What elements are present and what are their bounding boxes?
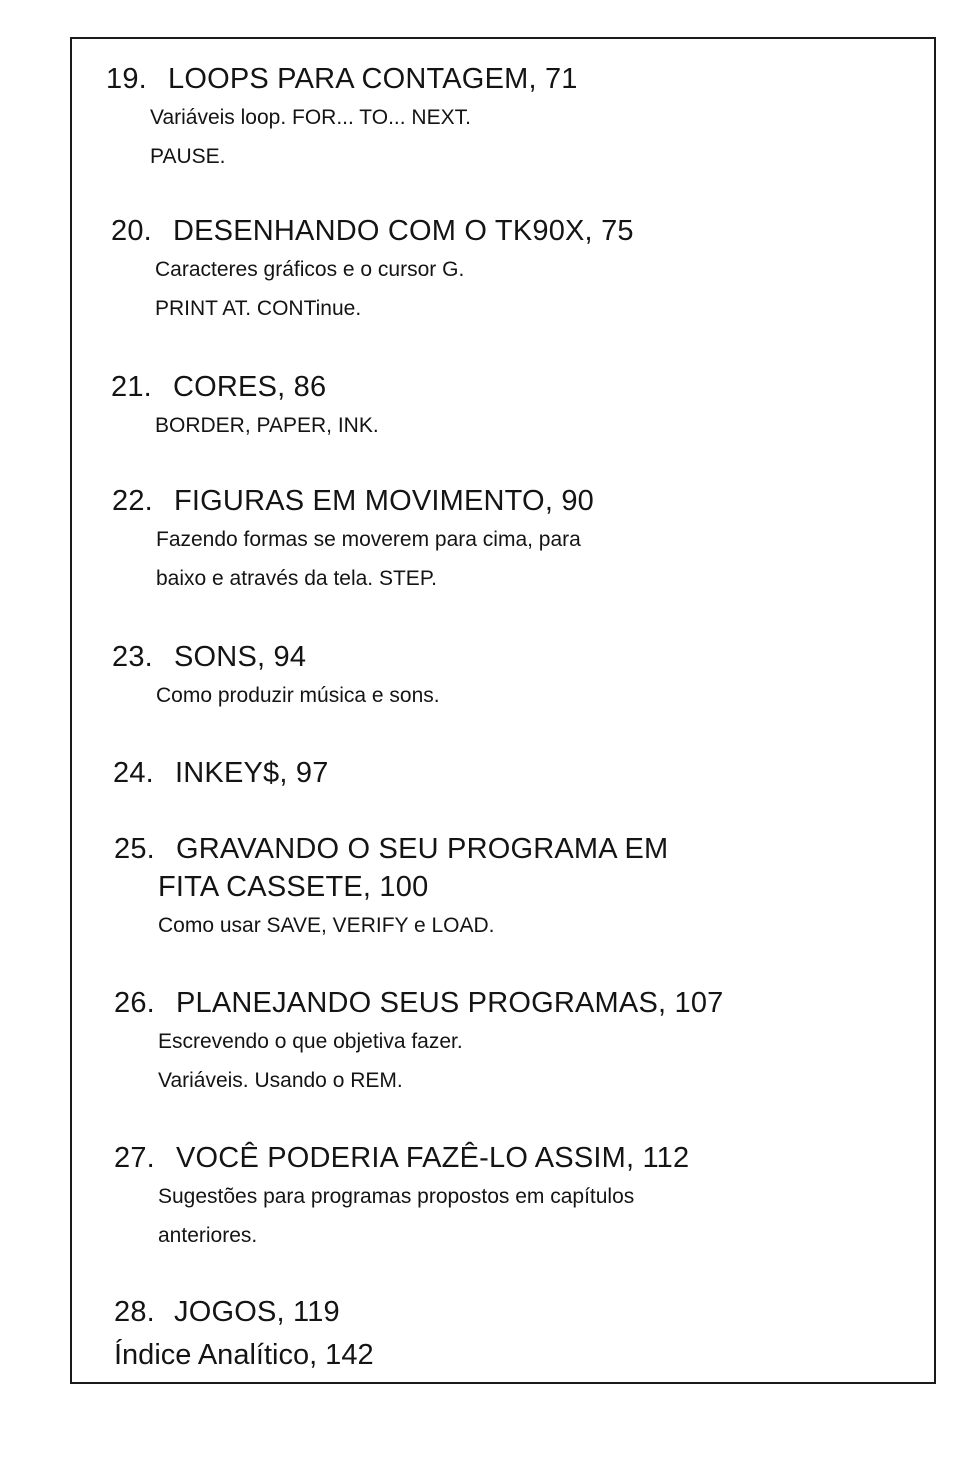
entry-title: VOCÊ PODERIA FAZÊ-LO ASSIM, 112 — [176, 1142, 690, 1174]
toc-entry-28 — [114, 1293, 340, 1331]
entry-number: 24. — [113, 757, 154, 789]
toc-entry-21 — [111, 368, 379, 445]
entry-number: 25. — [114, 833, 155, 865]
toc-entry-22 — [112, 482, 594, 598]
entry-description: Caracteres gráficos e o cursor G. — [155, 258, 465, 281]
entry-title: CORES, 86 — [173, 371, 327, 403]
entry-description: anteriores. — [158, 1224, 258, 1247]
toc-entry-27 — [114, 1139, 689, 1255]
entry-number: 21. — [111, 371, 152, 403]
entry-number: 23. — [112, 641, 153, 673]
entry-description: Como usar SAVE, VERIFY e LOAD. — [158, 914, 495, 937]
entry-title-continuation: FITA CASSETE, 100 — [158, 871, 429, 903]
entry-title: SONS, 94 — [174, 641, 307, 673]
entry-title: GRAVANDO O SEU PROGRAMA EM — [176, 833, 669, 865]
entry-description: Fazendo formas se moverem para cima, para — [156, 528, 581, 551]
entry-number: 22. — [112, 485, 153, 517]
entry-number: 27. — [114, 1142, 155, 1174]
toc-entry-19 — [106, 60, 578, 176]
entry-description: PAUSE. — [150, 145, 226, 168]
entry-description: Sugestões para programas propostos em capítulos — [158, 1185, 635, 1208]
toc-entry-20 — [111, 212, 634, 328]
entry-description: Variáveis loop. FOR... TO... NEXT. — [150, 106, 471, 129]
entry-title: INKEY$, 97 — [175, 757, 329, 789]
entry-description: baixo e através da tela. STEP. — [156, 567, 437, 590]
entry-description: BORDER, PAPER, INK. — [155, 414, 379, 437]
toc-entry-25 — [114, 830, 668, 945]
entry-title: FIGURAS EM MOVIMENTO, 90 — [174, 485, 594, 517]
entry-number: 20. — [111, 215, 152, 247]
entry-description: PRINT AT. CONTinue. — [155, 297, 362, 320]
entry-title: JOGOS, 119 — [174, 1296, 340, 1328]
entry-number: 26. — [114, 987, 155, 1019]
entry-title: PLANEJANDO SEUS PROGRAMAS, 107 — [176, 987, 724, 1019]
entry-title: LOOPS PARA CONTAGEM, 71 — [168, 63, 578, 95]
entry-description: Como produzir música e sons. — [156, 684, 440, 707]
toc-entry-26 — [114, 984, 724, 1100]
entry-number: 19. — [106, 63, 147, 95]
entry-description: Escrevendo o que objetiva fazer. — [158, 1030, 463, 1053]
entry-number: 28. — [114, 1296, 155, 1328]
entry-title: DESENHANDO COM O TK90X, 75 — [173, 215, 634, 247]
entry-description: Variáveis. Usando o REM. — [158, 1069, 403, 1092]
index-entry: Índice Analítico, 142 — [114, 1339, 374, 1371]
toc-entry-23 — [112, 638, 440, 715]
toc-entry-24 — [113, 754, 329, 792]
